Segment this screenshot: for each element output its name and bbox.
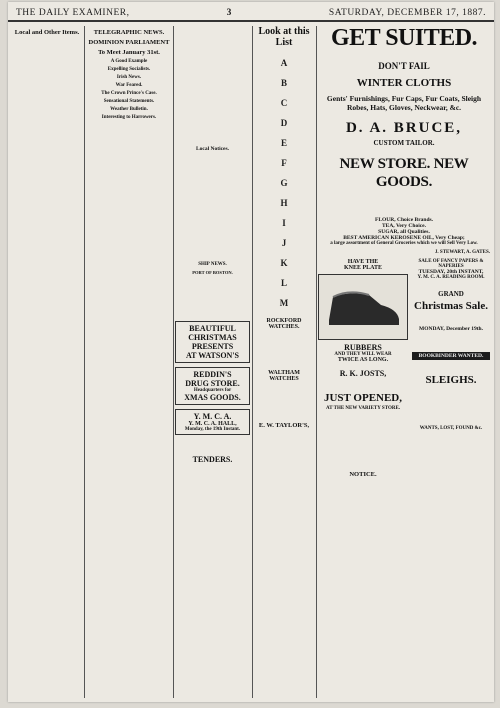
- ship-news-heading: SHIP NEWS.: [198, 262, 227, 267]
- ad-line: REDDIN'S: [193, 370, 232, 379]
- tenders-heading: TENDERS.: [192, 455, 233, 464]
- column-rule: [173, 26, 174, 698]
- get-suited-heading: GET SUITED.: [330, 26, 478, 51]
- sleighs-heading: SLEIGHS.: [425, 374, 477, 386]
- list-letter: C: [280, 98, 288, 108]
- local-items-heading: Local and Other Items.: [14, 29, 80, 36]
- flour-line: FLOUR, Choice Brands.: [374, 217, 434, 223]
- ad-line: AT WATSON'S: [186, 351, 239, 360]
- variety-store: AT THE NEW VARIETY STORE.: [325, 406, 401, 411]
- dominion-parliament-heading: DOMINION PARLIAMENT: [88, 39, 170, 46]
- look-list-heading: Look at this List: [258, 26, 310, 48]
- just-opened-heading: JUST OPENED,: [323, 392, 403, 404]
- rubbers-ad: [318, 259, 408, 480]
- gents-furnishings: Gents' Furnishings, Fur Caps, Fur Coats, Sleigh Robes, Hats, Gloves, Neckwear, &c.: [326, 94, 482, 112]
- column-rule: [84, 26, 85, 698]
- jost-heading: R. K. JOSTS,: [339, 369, 387, 378]
- ad-line: XMAS GOODS.: [184, 393, 241, 402]
- bruce-heading: D. A. BRUCE,: [345, 120, 463, 136]
- taylor-heading: E. W. TAYLOR'S,: [258, 422, 310, 429]
- column-rule: [316, 26, 317, 698]
- ad-line: PRESENTS: [191, 342, 234, 351]
- winter-cloths-heading: WINTER CLOTHS: [356, 77, 452, 89]
- kerosene-line: BEST AMERICAN KEROSENE OIL, Very Cheap;: [343, 235, 465, 241]
- kerosene-line-2: a large assortment of General Groceries which we will Sell Very Low.: [330, 241, 478, 246]
- waltham-heading: WALTHAM WATCHES: [268, 370, 300, 382]
- watson-presents-ad: [175, 321, 250, 363]
- rubbers-heading: RUBBERS: [344, 343, 382, 352]
- list-letter: G: [280, 178, 288, 188]
- masthead-title: THE DAILY EXAMINER,: [16, 8, 130, 18]
- list-letter: A: [280, 58, 288, 68]
- list-letter: I: [282, 218, 286, 228]
- ad-line: Y. M. C. A.: [193, 412, 232, 421]
- weather-bulletin-heading: Weather Bulletin.: [110, 107, 148, 112]
- harrowers-heading: Interesting to Harrowers.: [101, 115, 157, 120]
- knee-plate: KNEE PLATE: [343, 265, 383, 271]
- list-letter: E: [280, 138, 287, 148]
- stewart-signature: J. STEWART, A. GATES.: [434, 250, 490, 255]
- good-example-heading: A Good Example: [110, 59, 148, 64]
- telegraphic-heading: TELEGRAPHIC NEWS.: [93, 29, 165, 36]
- tea-line: TEA, Very Choice.: [382, 223, 426, 229]
- monday-december: MONDAY, December 19th.: [419, 326, 483, 332]
- ad-line: CHRISTMAS: [188, 333, 237, 342]
- boot-illustration: [319, 275, 407, 337]
- christmas-sale-heading: Christmas Sale.: [414, 300, 488, 312]
- grand-heading: GRAND: [438, 290, 464, 298]
- expelling-socialists-heading: Expelling Socialists.: [107, 67, 151, 72]
- list-letter: F: [281, 158, 287, 168]
- sensational-statements-heading: Sensational Statements.: [103, 99, 155, 104]
- rubber-boot-image: [318, 274, 408, 340]
- newspaper-page: [8, 2, 494, 702]
- column-ads: [318, 26, 490, 698]
- ad-line: Monday, the 19th Instant.: [184, 427, 241, 432]
- wants-heading: WANTS, LOST, FOUND &c.: [419, 426, 483, 431]
- dont-fail-heading: DON'T FAIL: [378, 61, 430, 71]
- sugar-line: SUGAR, all Qualities.: [378, 229, 430, 235]
- ymca-reading-room: Y. M. C. A. READING ROOM.: [417, 275, 485, 280]
- twice-line: TWICE AS LONG.: [337, 357, 389, 363]
- wear-line: AND THEY WILL WEAR: [334, 352, 392, 357]
- rockford-heading: ROCKFORD WATCHES.: [266, 318, 302, 330]
- local-notices-heading: Local Notices.: [196, 146, 229, 152]
- bookbinder-heading: BOOKBINDER WANTED.: [412, 352, 490, 360]
- war-feared-heading: War Feared.: [115, 83, 143, 88]
- masthead: [8, 2, 494, 22]
- right-ads: [412, 259, 490, 480]
- list-letter: H: [280, 198, 288, 208]
- column-telegraphic-news: [87, 26, 171, 698]
- ad-line: BEAUTIFUL: [189, 324, 236, 333]
- list-letter: J: [281, 238, 287, 248]
- masthead-date: SATURDAY, DECEMBER 17, 1887.: [328, 8, 486, 18]
- sale-papers: SALE OF FANCY PAPERS & NAPERIES: [418, 259, 484, 269]
- new-store-heading: NEW STORE. NEW GOODS.: [339, 156, 469, 190]
- column-local-items: [12, 26, 82, 698]
- crown-prince-heading: The Crown Prince's Case.: [101, 91, 157, 96]
- ymca-ad: [175, 409, 250, 435]
- meet-january-heading: To Meet January 31st.: [98, 49, 160, 56]
- irish-news-heading: Irish News.: [116, 75, 142, 80]
- have-the: HAVE THE: [347, 259, 379, 265]
- tuesday-line: TUESDAY, 20th INSTANT,: [418, 269, 484, 275]
- column-rule: [252, 26, 253, 698]
- reddin-drug-ad: [175, 367, 250, 405]
- ad-line: Headquarters for: [193, 388, 232, 393]
- column-notices: [175, 26, 250, 698]
- ad-line: Y. M. C. A. HALL,: [188, 421, 237, 427]
- column-list: [254, 26, 314, 698]
- list-letter: L: [280, 278, 287, 288]
- notice-heading: NOTICE.: [349, 471, 377, 478]
- list-letter: M: [279, 298, 289, 308]
- list-letter: K: [280, 258, 288, 268]
- list-letter: B: [280, 78, 287, 88]
- custom-tailor: CUSTOM TAILOR.: [373, 139, 435, 147]
- page-number: 3: [226, 8, 232, 18]
- port-heading: PORT OF BOSTON.: [192, 270, 233, 275]
- list-letter: D: [280, 118, 288, 128]
- ad-line: DRUG STORE.: [185, 379, 240, 388]
